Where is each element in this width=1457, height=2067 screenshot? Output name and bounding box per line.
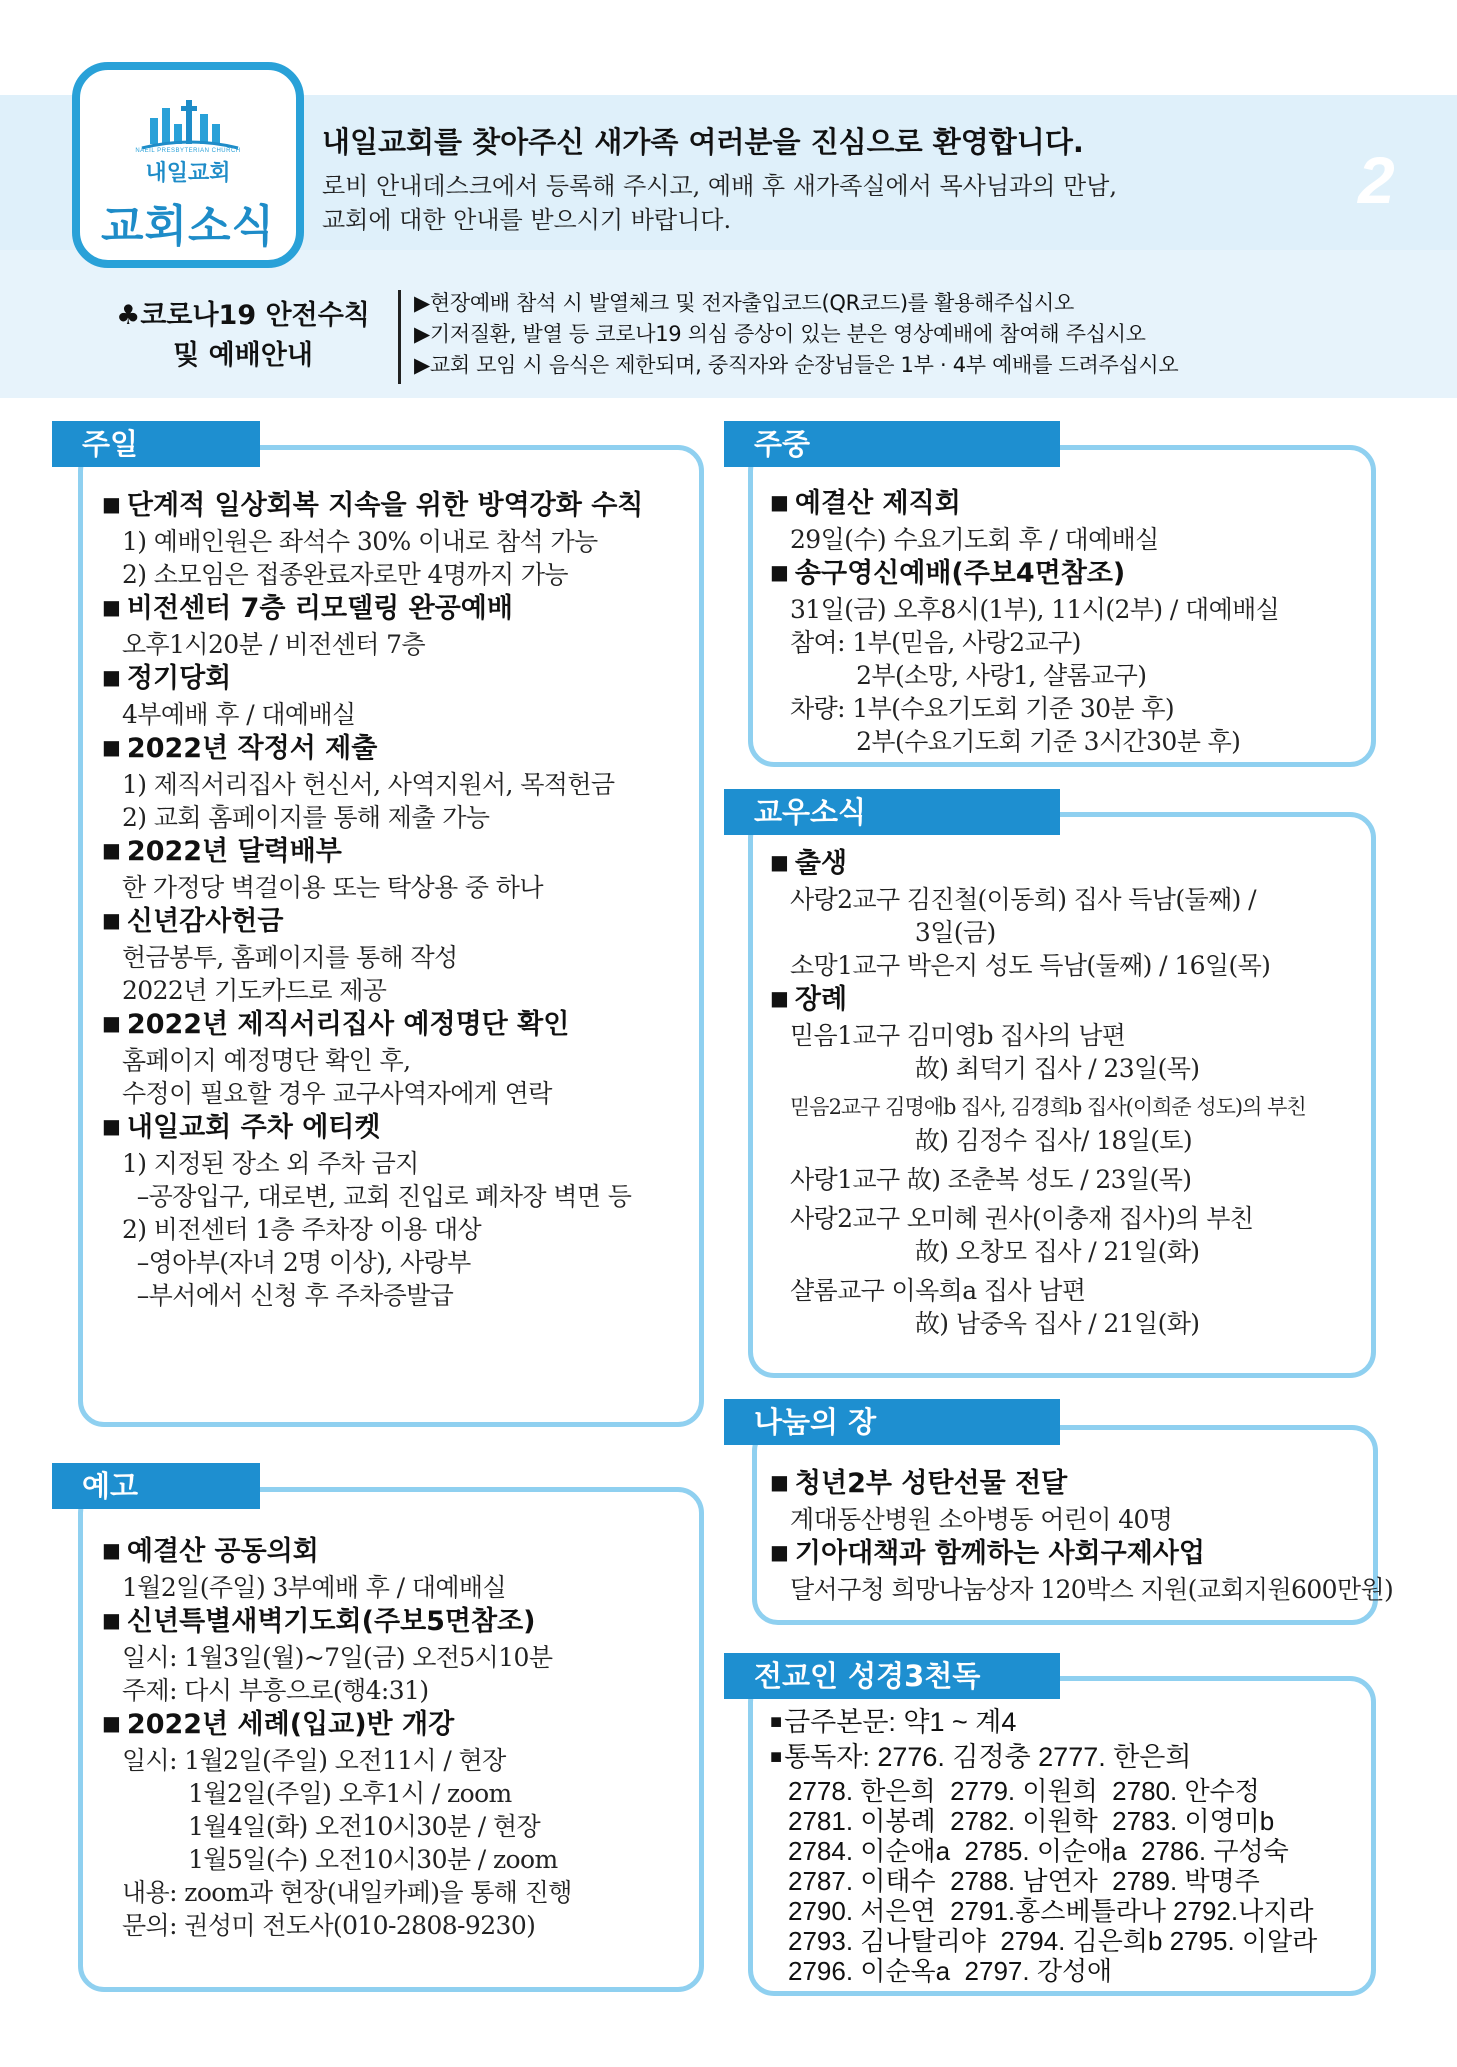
- reader-line: 2781. 이봉례 2782. 이원학 2783. 이영미b: [788, 1806, 1275, 1836]
- funeral-line: 사랑2교구 오미혜 권사(이충재 집사)의 부친: [790, 1204, 1254, 1233]
- funeral-title: ■ 장례: [770, 982, 1306, 1019]
- divider: [398, 290, 401, 384]
- reader-line: 2793. 김나탈리야 2794. 김은희b 2795. 이알라: [788, 1926, 1318, 1956]
- item-line: 한 가정당 벽걸이용 또는 탁상용 중 하나: [122, 873, 543, 902]
- item-line: 1) 예배인원은 좌석수 30% 이내로 참석 가능: [122, 527, 598, 556]
- item-line: 문의: 권성미 전도사(010-2808-9230): [122, 1911, 536, 1940]
- item-line: 계대동산병원 소아병동 어린이 40명: [790, 1505, 1173, 1534]
- funeral-line: 故) 오창모 집사 / 21일(화): [790, 1237, 1200, 1266]
- bible-content: [770, 1706, 1317, 1986]
- item-line: 달서구청 희망나눔상자 120박스 지원(교회지원600만원): [790, 1575, 1394, 1604]
- item-line: 1월4일(화) 오전10시30분 / 현장: [122, 1812, 541, 1841]
- funeral-line: 샬롬교구 이옥희a 집사 남편: [790, 1276, 1086, 1305]
- notice-tag: 예고: [52, 1463, 260, 1509]
- weekday-tag: 주중: [724, 421, 1060, 467]
- bible-readers-title: ■ 통독자: 2776. 김정충 2777. 한은희: [770, 1741, 1317, 1776]
- reader-line: 2796. 이순옥a 2797. 강성애: [788, 1956, 1113, 1986]
- covid-title: [108, 296, 378, 376]
- item-line: 일시: 1월2일(주일) 오전11시 / 현장: [122, 1746, 506, 1775]
- covid-rule: ▶현장예배 참석 시 발열체크 및 전자출입코드(QR코드)를 활용해주십시오: [414, 291, 1075, 315]
- item-title: ■ 2022년 달력배부: [102, 834, 643, 871]
- item-line: 29일(수) 수요기도회 후 / 대예배실: [790, 525, 1159, 554]
- item-line: 수정이 필요할 경우 교구사역자에게 연락: [122, 1079, 552, 1108]
- item-line: 참여: 1부(믿음, 사랑2교구): [790, 628, 1081, 657]
- covid-title-line: ♣코로나19 안전수칙: [116, 300, 370, 331]
- funeral-line: 믿음2교구 김명애b 집사, 김경희b 집사(이희준 성도)의 부친: [790, 1095, 1306, 1119]
- item-title: ■ 2022년 세례(입교)반 개강: [102, 1707, 572, 1744]
- item-line: 2) 교회 홈페이지를 통해 제출 가능: [122, 803, 490, 832]
- notice-content: [102, 1534, 572, 1942]
- item-title: ■ 신년특별새벽기도회(주보5면참조): [102, 1604, 572, 1641]
- church-logo-box: [72, 62, 304, 268]
- reader-line: 2787. 이태수 2788. 남연자 2789. 박명주: [788, 1866, 1260, 1896]
- item-line: 2부(수요기도회 기준 3시간30분 후): [790, 727, 1241, 756]
- item-title: ■ 단계적 일상회복 지속을 위한 방역강화 수칙: [102, 488, 643, 525]
- covid-rule: ▶기저질환, 발열 등 코로나19 의심 증상이 있는 분은 영상예배에 참여해 주십시오: [414, 322, 1146, 346]
- item-line: 일시: 1월3일(월)~7일(금) 오전5시10분: [122, 1643, 553, 1672]
- page-number: 2: [1358, 143, 1395, 217]
- covid-rule: ▶교회 모임 시 음식은 제한되며, 중직자와 순장님들은 1부 · 4부 예배를 드려주십시오: [414, 353, 1179, 377]
- item-title: ■ 비전센터 7층 리모델링 완공예배: [102, 591, 643, 628]
- item-title: ■ 송구영신예배(주보4면참조): [770, 556, 1279, 593]
- item-title: ■ 기아대책과 함께하는 사회구제사업: [770, 1536, 1393, 1573]
- item-line: –공장입구, 대로변, 교회 진입로 폐차장 벽면 등: [122, 1182, 632, 1211]
- reader-line: 2790. 서은연 2791.홍스베틀라나 2792.나지라: [788, 1896, 1314, 1926]
- item-line: 주제: 다시 부흥으로(행4:31): [122, 1676, 429, 1705]
- item-title: ■ 예결산 공동의회: [102, 1534, 572, 1571]
- item-line: 31일(금) 오후8시(1부), 11시(2부) / 대예배실: [790, 595, 1280, 624]
- sunday-tag: 주일: [52, 421, 260, 467]
- item-line: 내용: zoom과 현장(내일카페)을 통해 진행: [122, 1878, 572, 1907]
- item-line: –부서에서 신청 후 주차증발급: [122, 1281, 454, 1310]
- funeral-line: 故) 남중옥 집사 / 21일(화): [790, 1309, 1200, 1338]
- reader-line: 2778. 한은희 2779. 이원희 2780. 안수정: [788, 1776, 1260, 1806]
- item-line: 2) 비전센터 1층 주차장 이용 대상: [122, 1215, 482, 1244]
- funeral-line: 故) 최덕기 집사 / 23일(목): [790, 1054, 1200, 1083]
- item-line: 1월2일(주일) 3부예배 후 / 대예배실: [122, 1573, 507, 1602]
- page-title: 교회소식: [100, 201, 275, 252]
- funeral-line: 믿음1교구 김미영b 집사의 남편: [790, 1021, 1126, 1050]
- birth-line: 사랑2교구 김진철(이동희) 집사 득남(둘째) /: [790, 885, 1256, 914]
- church-logo-icon: [140, 94, 240, 154]
- birth-line: 3일(금): [790, 918, 996, 947]
- members-content: [770, 846, 1306, 1340]
- item-line: 4부예배 후 / 대예배실: [122, 700, 356, 729]
- item-line: 2부(소망, 사랑1, 샬롬교구): [790, 661, 1147, 690]
- welcome-line: 로비 안내데스크에서 등록해 주시고, 예배 후 새가족실에서 목사님과의 만남,: [322, 172, 1117, 200]
- welcome-title: 내일교회를 찾아주신 새가족 여러분을 진심으로 환영합니다.: [322, 125, 1084, 159]
- funeral-line: 사랑1교구 故) 조춘복 성도 / 23일(목): [790, 1165, 1192, 1194]
- item-line: 2022년 기도카드로 제공: [122, 976, 387, 1005]
- funeral-line: 故) 김정수 집사/ 18일(토): [790, 1126, 1193, 1155]
- weekday-content: [770, 486, 1279, 758]
- item-title: ■ 신년감사헌금: [102, 904, 643, 941]
- covid-title-line: 및 예배안내: [173, 340, 313, 371]
- item-line: –영아부(자녀 2명 이상), 사랑부: [122, 1248, 471, 1277]
- sharing-content: [770, 1466, 1393, 1606]
- sunday-content: [102, 488, 643, 1312]
- item-title: ■ 2022년 제직서리집사 예정명단 확인: [102, 1007, 643, 1044]
- item-line: 차량: 1부(수요기도회 기준 30분 후): [790, 694, 1175, 723]
- item-line: 1) 제직서리집사 헌신서, 사역지원서, 목적헌금: [122, 770, 615, 799]
- bible-tag: 전교인 성경3천독: [724, 1653, 1060, 1699]
- birth-line: 소망1교구 박은지 성도 득남(둘째) / 16일(목): [790, 951, 1271, 980]
- item-line: 헌금봉투, 홈페이지를 통해 작성: [122, 943, 458, 972]
- item-line: 홈페이지 예정명단 확인 후,: [122, 1046, 411, 1075]
- item-title: ■ 정기당회: [102, 661, 643, 698]
- bible-passage: ■ 금주본문: 약1 ~ 계4: [770, 1706, 1317, 1741]
- reader-line: 2784. 이순애a 2785. 이순애a 2786. 구성숙: [788, 1836, 1289, 1866]
- item-title: ■ 예결산 제직회: [770, 486, 1279, 523]
- welcome-line: 교회에 대한 안내를 받으시기 바랍니다.: [322, 206, 732, 234]
- sharing-tag: 나눔의 장: [724, 1399, 1060, 1445]
- item-title: ■ 내일교회 주차 에티켓: [102, 1110, 643, 1147]
- item-line: 1월2일(주일) 오후1시 / zoom: [122, 1779, 512, 1808]
- item-line: 오후1시20분 / 비전센터 7층: [122, 630, 426, 659]
- item-title: ■ 청년2부 성탄선물 전달: [770, 1466, 1393, 1503]
- birth-title: ■ 출생: [770, 846, 1306, 883]
- item-line: 2) 소모임은 접종완료자로만 4명까지 가능: [122, 560, 568, 589]
- item-title: ■ 2022년 작정서 제출: [102, 731, 643, 768]
- logo-church-name: 내일교회: [145, 161, 231, 186]
- members-tag: 교우소식: [724, 789, 1060, 835]
- item-line: 1) 지정된 장소 외 주차 금지: [122, 1149, 419, 1178]
- item-line: 1월5일(수) 오전10시30분 / zoom: [122, 1845, 558, 1874]
- logo-small-text: NAEIL PRESBYTERIAN CHURCH: [135, 148, 241, 154]
